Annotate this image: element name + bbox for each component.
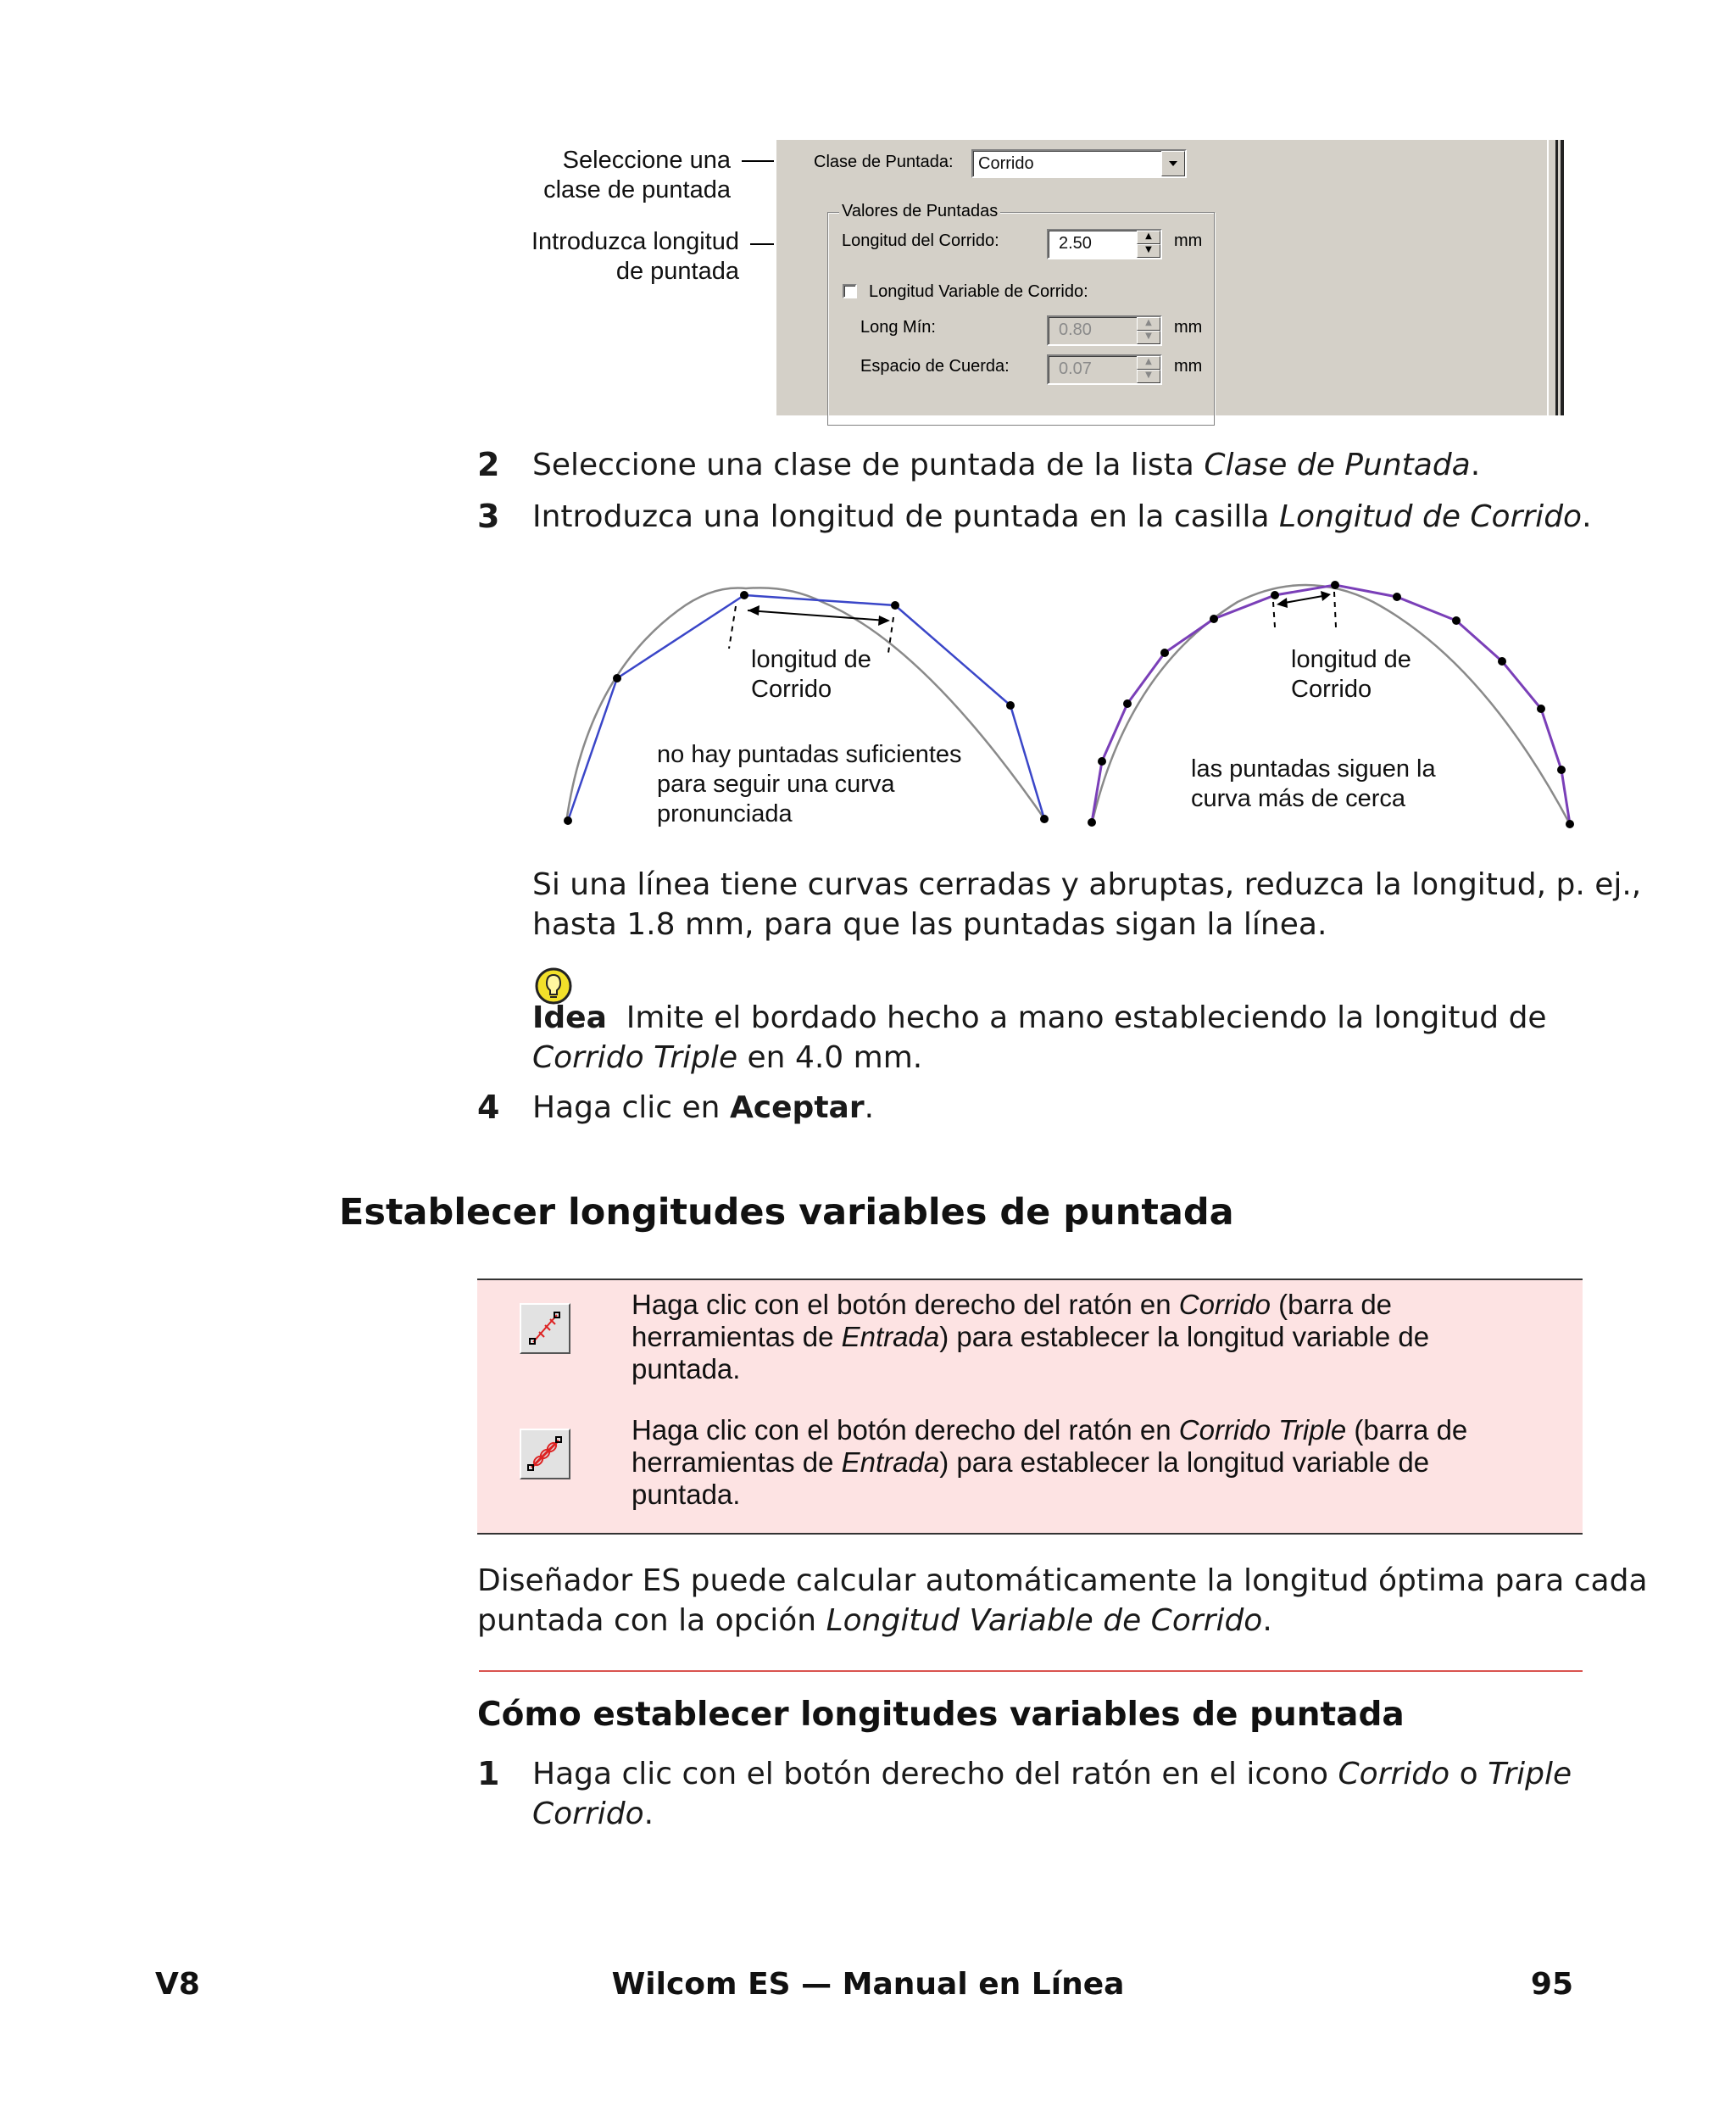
step-3-text	[532, 497, 1592, 537]
spin-up-icon[interactable]: ▲	[1137, 231, 1160, 244]
curves-paragraph	[532, 865, 1641, 944]
chord-gap-label: Espacio de Cuerda:	[860, 357, 1010, 376]
chevron-down-icon[interactable]	[1161, 151, 1185, 176]
right-length-label	[1291, 645, 1411, 705]
text: ) para establecer la longitud variable de	[939, 1321, 1430, 1352]
variable-length-checkbox[interactable]	[843, 284, 857, 298]
text: o	[1449, 1757, 1488, 1791]
stitch-values-dialog	[774, 140, 1564, 415]
note-line: para seguir una curva	[657, 771, 895, 798]
run-length-value: 2.50	[1059, 234, 1092, 253]
run-length-input[interactable]	[1047, 229, 1162, 259]
right-note	[1191, 755, 1436, 814]
tip-line-2	[532, 1038, 1547, 1078]
min-length-input[interactable]	[1047, 315, 1162, 346]
step-end: .	[864, 1090, 875, 1125]
spin-down-icon[interactable]: ▼	[1137, 244, 1160, 258]
section-divider	[479, 1670, 1583, 1672]
tip-end: en 4.0 mm.	[737, 1040, 923, 1075]
min-length-value: 0.80	[1059, 320, 1092, 339]
italic: Entrada	[841, 1446, 940, 1478]
label-line: Corrido	[751, 676, 832, 703]
min-length-label: Long Mín:	[860, 318, 936, 337]
run-length-spinner[interactable]	[1137, 231, 1160, 258]
tool-1-text	[632, 1289, 1429, 1385]
callout-line: de puntada	[615, 258, 739, 285]
stitch-class-select[interactable]	[971, 149, 1187, 178]
group-title: Valores de Puntadas	[839, 202, 1000, 221]
callout-select-class	[475, 146, 731, 205]
left-length-label	[751, 645, 871, 705]
section-heading: Establecer longitudes variables de puntada	[339, 1191, 1234, 1234]
step-1	[477, 1754, 499, 1795]
text: (barra de	[1346, 1414, 1468, 1446]
callout-line: clase de puntada	[543, 176, 731, 203]
text: (barra de	[1270, 1289, 1393, 1320]
stitch-class-value: Corrido	[978, 154, 1034, 173]
step-end: .	[1470, 448, 1481, 482]
step-end: .	[1582, 499, 1592, 534]
tool-2-line-2	[632, 1446, 1467, 1479]
text: Haga clic con el botón derecho del ratón en	[632, 1289, 1179, 1320]
unit-label: mm	[1174, 357, 1203, 376]
variable-length-label: Longitud Variable de Corrido:	[869, 282, 1088, 301]
italic: Corrido	[1178, 1289, 1271, 1320]
step-1-text	[532, 1754, 1572, 1834]
callout-enter-length	[475, 227, 739, 287]
tool-1-line-3: puntada.	[632, 1353, 741, 1384]
paragraph-line: hasta 1.8 mm, para que las puntadas sigan la línea.	[532, 907, 1327, 942]
tip-italic: Corrido Triple	[532, 1040, 738, 1075]
tool-2-line-1	[632, 1414, 1467, 1446]
min-length-spinner[interactable]	[1137, 317, 1160, 344]
step-4	[477, 1088, 499, 1128]
note-line: las puntadas siguen la	[1191, 755, 1436, 783]
callout-line: Seleccione una	[562, 147, 731, 174]
label-line: longitud de	[1291, 646, 1411, 673]
label-line: Corrido	[1291, 676, 1372, 703]
spin-up-icon[interactable]: ▲	[1137, 356, 1160, 370]
left-length-arrow	[748, 610, 887, 621]
step-number: 2	[477, 446, 500, 483]
dialog-left-edge	[774, 140, 776, 415]
tool-2-text	[632, 1414, 1467, 1511]
note-line: curva más de cerca	[1191, 785, 1406, 812]
chord-gap-value: 0.07	[1059, 359, 1092, 378]
dialog-right-border	[1547, 140, 1564, 415]
stitch-class-label: Clase de Puntada:	[814, 153, 954, 171]
step-text: Introduzca una longitud de puntada en la casilla	[532, 499, 1279, 534]
unit-label: mm	[1174, 318, 1203, 337]
tool-1-line-1	[632, 1289, 1429, 1321]
step-bold: Aceptar	[729, 1090, 865, 1125]
italic: Corrido	[532, 1797, 644, 1831]
footer-version: V8	[155, 1967, 200, 2002]
text: Haga clic con el botón derecho del ratón en	[632, 1414, 1179, 1446]
footer-page-number: 95	[1530, 1967, 1573, 2002]
designer-paragraph	[477, 1561, 1648, 1641]
tip-body: Imite el bordado hecho a mano estableciendo la longitud de	[626, 1000, 1547, 1035]
run-stitch-icon[interactable]	[520, 1303, 570, 1354]
text: .	[1262, 1603, 1272, 1638]
step-2	[477, 445, 499, 486]
note-line: no hay puntadas suficientes	[657, 741, 962, 768]
step-number: 1	[477, 1755, 500, 1792]
unit-label: mm	[1174, 231, 1203, 250]
italic: Entrada	[841, 1321, 940, 1352]
italic: Corrido Triple	[1178, 1414, 1347, 1446]
triple-run-icon[interactable]	[520, 1429, 570, 1479]
callout-line: Introduzca longitud	[531, 228, 739, 255]
step-italic: Longitud de Corrido	[1279, 499, 1583, 534]
tool-2-line-3: puntada.	[632, 1479, 741, 1510]
step-1-line-2	[532, 1794, 1572, 1834]
text: Haga clic con el botón derecho del ratón en el icono	[532, 1757, 1338, 1791]
paragraph-line	[477, 1601, 1648, 1641]
step-text: Seleccione una clase de puntada de la lista	[532, 448, 1205, 482]
paragraph-line: Diseñador ES puede calcular automáticamente la longitud óptima para cada	[477, 1563, 1648, 1598]
tip-line-1	[532, 998, 1547, 1038]
step-italic: Clase de Puntada	[1204, 448, 1471, 482]
note-line: pronunciada	[657, 800, 793, 827]
text: ) para establecer la longitud variable de	[939, 1446, 1430, 1478]
tip-label: Idea	[532, 1000, 607, 1035]
chord-gap-input[interactable]	[1047, 354, 1162, 385]
tool-instructions-box	[477, 1279, 1583, 1535]
spin-down-icon[interactable]: ▼	[1137, 331, 1160, 344]
italic: Corrido	[1338, 1757, 1450, 1791]
run-length-label: Longitud del Corrido:	[842, 231, 999, 250]
step-4-text	[532, 1088, 874, 1128]
spin-up-icon[interactable]: ▲	[1137, 317, 1160, 331]
subheading: Cómo establecer longitudes variables de puntada	[477, 1696, 1405, 1734]
italic: Longitud Variable de Corrido	[826, 1603, 1263, 1638]
step-2-text	[532, 445, 1480, 485]
italic: Triple	[1488, 1757, 1572, 1791]
chord-gap-spinner[interactable]	[1137, 356, 1160, 383]
paragraph-line: Si una línea tiene curvas cerradas y abruptas, reduzca la longitud, p. ej.,	[532, 867, 1642, 902]
text: .	[643, 1797, 654, 1831]
step-1-line-1	[532, 1754, 1572, 1794]
step-3	[477, 497, 499, 538]
text: herramientas de	[632, 1446, 842, 1478]
step-number: 4	[477, 1089, 500, 1126]
tip-text	[532, 998, 1547, 1078]
text: puntada con la opción	[477, 1603, 826, 1638]
label-line: longitud de	[751, 646, 871, 673]
left-note	[657, 740, 962, 829]
tool-1-line-2	[632, 1321, 1429, 1353]
text: herramientas de	[632, 1321, 842, 1352]
footer-title: Wilcom ES — Manual en Línea	[611, 1967, 1125, 2002]
step-number: 3	[477, 498, 500, 535]
spin-down-icon[interactable]: ▼	[1137, 370, 1160, 383]
step-text: Haga clic en	[532, 1090, 730, 1125]
